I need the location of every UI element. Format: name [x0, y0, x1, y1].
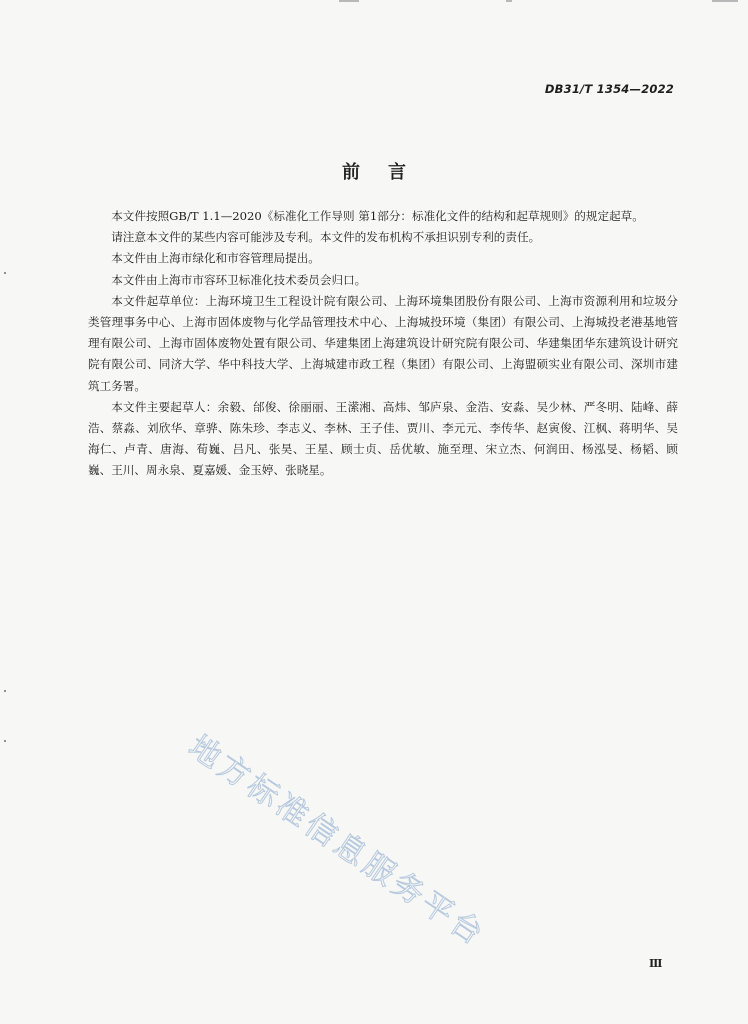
binding-hole-mark [4, 690, 6, 692]
scan-edge-mark [339, 0, 359, 2]
scan-edge-mark [712, 0, 738, 2]
binding-hole-mark [4, 740, 6, 742]
standard-code: DB31/T 1354—2022 [544, 82, 674, 96]
paragraph-proposer: 本文件由上海市绿化和市容管理局提出。 [111, 251, 320, 266]
scan-edge-mark [506, 0, 512, 2]
page-number: Ⅲ [649, 957, 663, 970]
paragraph-committee: 本文件由上海市市容环卫标准化技术委员会归口。 [111, 272, 367, 287]
paragraph-drafting-units: 本文件起草单位：上海环境卫生工程设计院有限公司、上海环境集团股份有限公司、上海市资源利用和垃圾分类管理事务中心、上海市固体废物与化学品管理技术中心、上海城投环境（集团）有限公司、上海城投老港基地管理有限公司、上海市固体废物处置有限公司、华建集团上海建筑设计研究院有限公司、华建集团华东建筑设计研究院有限公司、同济大学、华中科技大学、上海城建市政工程（集团）有限公司、上海盟硕实业有限公司、深圳市建筑工务署。 [88, 293, 678, 393]
page-title: 前言 [342, 162, 434, 184]
watermark: 地方标准信息服务平台 [181, 728, 493, 955]
paragraph-drafting-rules: 本文件按照GB/T 1.1—2020《标准化工作导则 第1部分：标准化文件的结构和起草规则》的规定起草。 [111, 209, 644, 223]
paragraph-patent-notice: 请注意本文件的某些内容可能涉及专利。本文件的发布机构不承担识别专利的责任。 [111, 230, 541, 245]
foreword-body [88, 206, 678, 482]
binding-hole-mark [4, 272, 6, 274]
paragraph-drafters: 本文件主要起草人：余毅、邰俊、徐丽丽、王潆湘、高炜、邹庐泉、金浩、安淼、吴少林、严冬明、陆峰、薛浩、蔡淼、刘欣华、章骅、陈朱珍、李志义、李林、王子佳、贾川、李元元、李传华、赵寅俊、江枫、蒋明华、吴海仁、卢青、唐海、荀巍、吕凡、张昊、王星、顾士贞、岳优敏、施至理、宋立杰、何润田、杨泓旻、杨韬、顾巍、王川、周永泉、夏嘉媛、金玉婷、张晓星。 [88, 399, 678, 478]
